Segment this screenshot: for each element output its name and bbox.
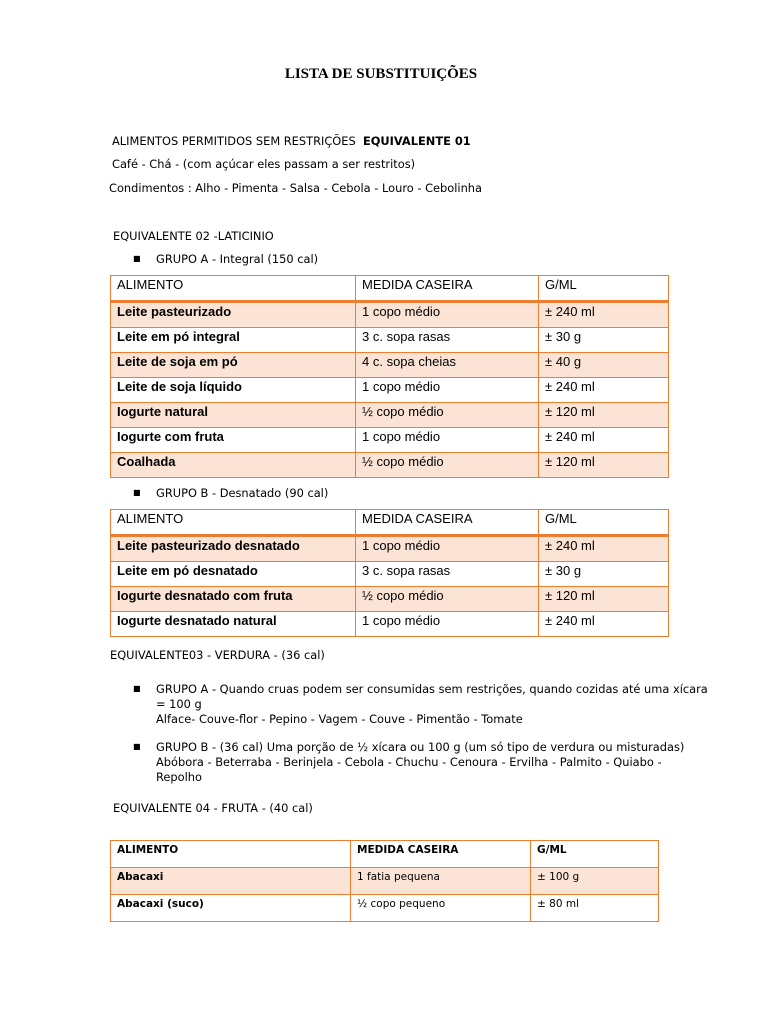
table-header-row: [111, 510, 669, 536]
bullet-icon: ■: [133, 488, 141, 497]
intro-line-1-text: ALIMENTOS PERMITIDOS SEM RESTRIÇÕES: [112, 134, 356, 148]
header-medida: MEDIDA CASEIRA: [356, 510, 539, 536]
cell-medida: 1 fatia pequena: [351, 868, 531, 895]
eq03-heading: EQUIVALENTE03 - VERDURA - (36 cal): [110, 648, 325, 662]
header-medida: MEDIDA CASEIRA: [356, 276, 539, 302]
intro-line-3: Condimentos : Alho - Pimenta - Salsa - Cebola - Louro - Cebolinha: [109, 181, 483, 195]
cell-medida: 3 c. sopa rasas: [356, 562, 539, 587]
cell-alimento: Abacaxi (suco): [111, 895, 351, 922]
header-medida: MEDIDA CASEIRA: [351, 841, 531, 868]
cell-alimento: Leite de soja líquido: [111, 378, 356, 403]
cell-alimento: Abacaxi: [111, 868, 351, 895]
cell-alimento: Leite pasteurizado: [111, 302, 356, 328]
table-row: [111, 378, 669, 403]
table-row: [111, 428, 669, 453]
eq03-group-a-line-2: = 100 g: [156, 696, 202, 711]
header-alimento: ALIMENTO: [111, 276, 356, 302]
eq03-group-a-line-3: Alface- Couve-flor - Pepino - Vagem - Couve - Pimentão - Tomate: [156, 711, 523, 726]
cell-gml: ± 240 ml: [539, 428, 669, 453]
table-group-b: [110, 509, 669, 637]
header-alimento: ALIMENTO: [111, 510, 356, 536]
cell-gml: ± 240 ml: [539, 612, 669, 637]
eq03-group-b-line-1: GRUPO B - (36 cal) Uma porção de ½ xícara ou 100 g (um só tipo de verdura ou misturadas): [156, 740, 685, 754]
eq04-heading: EQUIVALENTE 04 - FRUTA - (40 cal): [113, 801, 313, 815]
eq03-group-a-line-1: GRUPO A - Quando cruas podem ser consumidas sem restrições, quando cozidas até uma xícara: [156, 682, 708, 696]
cell-gml: ± 240 ml: [539, 536, 669, 562]
cell-alimento: Leite em pó integral: [111, 328, 356, 353]
cell-alimento: Iogurte desnatado natural: [111, 612, 356, 637]
header-gml: G/ML: [539, 510, 669, 536]
table-row: [111, 302, 669, 328]
cell-gml: ± 80 ml: [531, 895, 659, 922]
table-fruta: [110, 840, 659, 922]
bullet-icon: ■: [133, 684, 141, 693]
header-gml: G/ML: [531, 841, 659, 868]
cell-alimento: Coalhada: [111, 453, 356, 478]
eq03-group-b-line-3: Repolho: [156, 769, 202, 784]
cell-alimento: Leite em pó desnatado: [111, 562, 356, 587]
cell-gml: ± 40 g: [539, 353, 669, 378]
cell-gml: ± 100 g: [531, 868, 659, 895]
eq03-group-b: [156, 740, 684, 784]
cell-gml: ± 30 g: [539, 562, 669, 587]
page-title: LISTA DE SUBSTITUIÇÕES: [284, 66, 478, 82]
table-row: [111, 562, 669, 587]
table-row: [111, 868, 659, 895]
table-row: [111, 453, 669, 478]
cell-gml: ± 240 ml: [539, 302, 669, 328]
cell-gml: ± 240 ml: [539, 378, 669, 403]
cell-alimento: Leite pasteurizado desnatado: [111, 536, 356, 562]
eq02-group-b: GRUPO B - Desnatado (90 cal): [156, 486, 329, 500]
cell-medida: 4 c. sopa cheias: [356, 353, 539, 378]
table-header-row: [111, 276, 669, 302]
cell-medida: ½ copo pequeno: [351, 895, 531, 922]
eq02-group-a: GRUPO A - Integral (150 cal): [156, 252, 319, 266]
intro-line-1-bold: EQUIVALENTE 01: [362, 134, 471, 148]
intro-line-1: [112, 134, 471, 148]
table-row: [111, 403, 669, 428]
cell-medida: ½ copo médio: [356, 587, 539, 612]
cell-medida: ½ copo médio: [356, 403, 539, 428]
cell-alimento: Leite de soja em pó: [111, 353, 356, 378]
cell-gml: ± 30 g: [539, 328, 669, 353]
header-gml: G/ML: [539, 276, 669, 302]
cell-medida: 3 c. sopa rasas: [356, 328, 539, 353]
header-alimento: ALIMENTO: [111, 841, 351, 868]
table-row: [111, 587, 669, 612]
cell-medida: 1 copo médio: [356, 302, 539, 328]
cell-gml: ± 120 ml: [539, 453, 669, 478]
cell-medida: 1 copo médio: [356, 612, 539, 637]
table-row: [111, 895, 659, 922]
eq03-group-a: [156, 682, 708, 726]
eq02-heading: EQUIVALENTE 02 -LATICINIO: [113, 229, 274, 243]
bullet-icon: ■: [133, 254, 141, 263]
table-row: [111, 612, 669, 637]
table-header-row: [111, 841, 659, 868]
eq03-group-b-line-2: Abóbora - Beterraba - Berinjela - Cebola - Chuchu - Cenoura - Ervilha - Palmito - Quiabo -: [156, 754, 662, 769]
table-row: [111, 328, 669, 353]
cell-alimento: Iogurte com fruta: [111, 428, 356, 453]
table-group-a: [110, 275, 669, 478]
bullet-icon: ■: [133, 742, 141, 751]
cell-medida: 1 copo médio: [356, 536, 539, 562]
table-row: [111, 353, 669, 378]
cell-gml: ± 120 ml: [539, 587, 669, 612]
cell-medida: 1 copo médio: [356, 428, 539, 453]
cell-alimento: Iogurte natural: [111, 403, 356, 428]
cell-medida: ½ copo médio: [356, 453, 539, 478]
cell-medida: 1 copo médio: [356, 378, 539, 403]
cell-alimento: Iogurte desnatado com fruta: [111, 587, 356, 612]
cell-gml: ± 120 ml: [539, 403, 669, 428]
table-row: [111, 536, 669, 562]
intro-line-2: Café - Chá - (com açúcar eles passam a ser restritos): [112, 157, 416, 171]
